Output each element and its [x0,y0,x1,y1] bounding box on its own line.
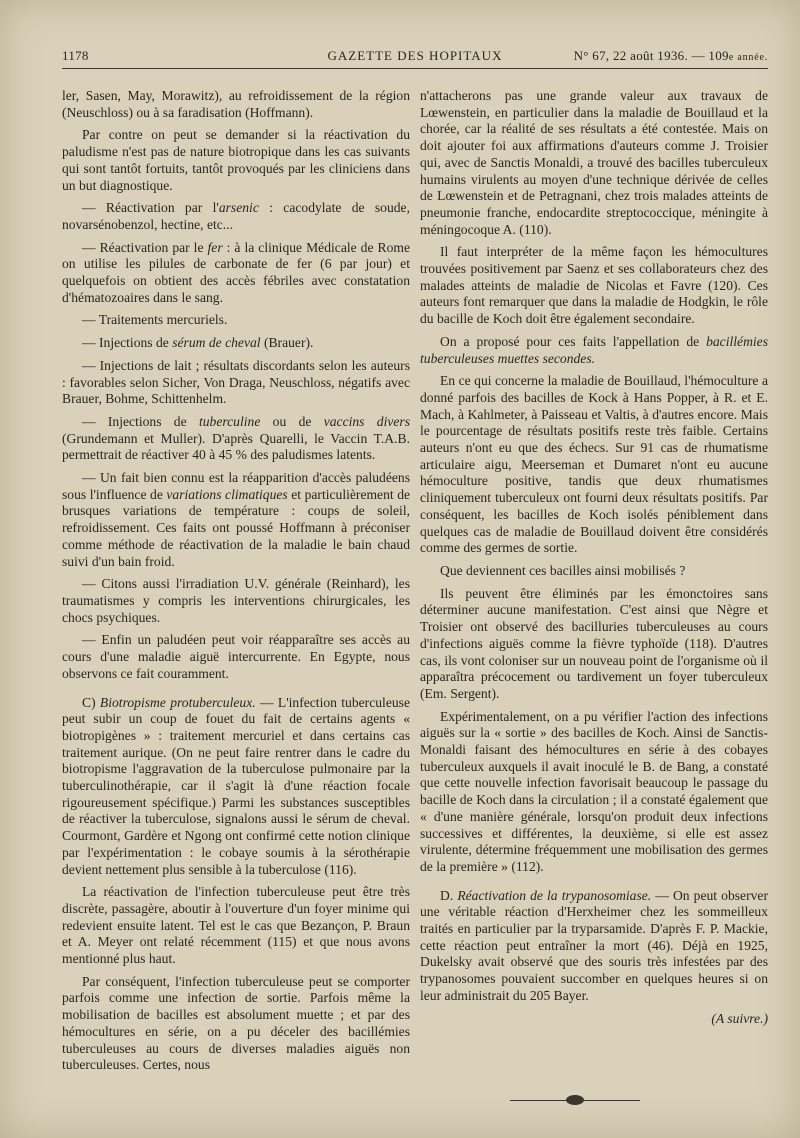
text: et particulièrement de brusques variations de température : coups de soleil, refroidissement. Ces faits ont poussé Hoffmann à préconiser comme méthode de réactivation de la maladie le bain chaud suivi d'un bain froid. [62,486,411,569]
paragraph: — Citons aussi l'irradiation U.V. générale (Reinhard), les traumatismes y compris les interventions chirurgicales, les chocs psychiques. [62,576,410,625]
section-d-paragraph [420,888,768,1005]
text: — Injections de [82,335,173,351]
emphasis: (A suivre.) [711,1010,768,1026]
issue-date: N° 67, 22 août 1936. — 109 [573,48,729,63]
text: — Un fait bien connu est la réapparition d'accès paludéens sous l'influence de [62,470,410,502]
text: : à la clinique Médicale de Rome on utilise les pilules de carbonate de fer (6 par jour) et quelquefois on obtient des accès fébriles avec constatation d'hématozoaires dans le sang. [62,239,410,305]
paragraph: Par conséquent, l'infection tuberculeuse peut se comporter parfois comme une infection de sortie. Parfois même la mobilisation de bacilles est absolument muette ; et par des hémocultures en série, on a pu déceler des bacillémies tuberculeuses au cours de diverses maladies aiguës non tuberculeuses. Certes, nous [62,973,410,1073]
emphasis: arsenic [218,200,259,216]
text: C) [82,694,100,710]
paragraph: Il faut interpréter de la même façon les hémocultures trouvées positivement par Saenz et ses collaborateurs chez des malades atteints de maladie de Nicolas et Favre (120). Ces auteurs font remarquer que dans la maladie de Hodgkin, le rôle du bacille de Koch doit être également secondaire. [420,244,768,327]
paragraph: — Injections de lait ; résultats discordants selon les auteurs : favorables selon Sicher, Von Draga, Neuschloss, négatifs avec Brauer, Bohme, Schittenhelm. [62,357,410,407]
paragraph [62,200,410,233]
text: — L'infection tuberculeuse peut subir un coup de fouet du fait de certains agents « biotropigènes » : traitement mercuriel et dans certains cas traitement aurique. (On ne peut faire rentrer dans le cadre du biotropisme l'aggravation de la tuberculose pulmonaire par la tuberculinothérapie, car il s'agit là d'une réaction focale rigoureusement spécifique.) Parmi les substances susceptibles de réactiver la tuberculose, signalons aussi le sérum de cheval. Courmont, Gardère et Ngong ont confirmé cette notion clinique par l'expérimentation : le cobaye soumis à la sérothérapie devient nettement plus sensible à la tuberculose (116). [62,694,410,877]
journal-title: GAZETTE DES HOPITAUX [327,48,503,63]
header-rule [62,68,768,69]
to-be-continued [420,1011,768,1028]
paragraph: — Traitements mercuriels. [82,312,228,328]
section-heading: Réactivation de la trypanosomiase. [457,887,652,903]
section-heading: Biotropisme protuberculeux. [99,694,256,710]
paragraph: — Enfin un paludéen peut voir réapparaître ses accès au cours d'une maladie aiguë intercurrente. En Egypte, nous observons ce fait couramment. [62,632,410,681]
emphasis: tuberculine [198,413,261,429]
paragraph: Expérimentalement, on a pu vérifier l'action des infections aiguës sur la « sortie » des bacilles de Koch. Ainsi de Sanctis-Monaldi faisant des hémocultures en série à des cobayes tuberculeux auxquels il avait inoculé le B. de Bang, a constaté que cette nouvelle infection favorisait beaucoup le passage du bacille de Koch dans la circulation ; il a constaté également que « d'une manière générale, lorsqu'on produit deux infections successives et différentes, la deuxième, si elle est assez virulente, détermine fréquemment une mobilisation des germes de la première » (112). [420,708,768,874]
text: — On peut observer une véritable réaction d'Herxheimer chez les sommeilleux traités en particulier par la tryparsamide. D'après F. P. Mackie, cette réaction peut entraîner la mort (46). Déjà en 1925, Dukelsky avait observé que des souris très infestées par des trypanosomes pouvaient succomber en quelques heures si on leur administrait du 205 Bayer. [420,887,768,1003]
issue-year-suffix: e année. [728,52,768,63]
text: ou de [260,413,324,429]
paragraph: Ils peuvent être éliminés par les émonctoires sans déterminer aucune manifestation. C'est ainsi que Nègre et Troisier ont observé des bacilluries tuberculeuses au cours d'infections aiguës comme la fièvre typhoïde (118). D'autres cas, ils vont coloniser sur un nouveau point de l'organisme où il apparaîtra précocement ou tardivement un foyer tuberculeux (Em. Sergent). [420,585,768,701]
text: D. [440,887,458,903]
paragraph [62,240,410,307]
paragraph: Que deviennent ces bacilles ainsi mobilisés ? [440,562,686,578]
text: (Grundemann et Muller). D'après Quarelli, le Vaccin T.A.B. permettrait de réactiver 40 à 45 % des paludismes latents. [62,430,410,463]
text: — Injections de [82,413,199,429]
page-number: 1178 [62,48,89,63]
emphasis: variations climatiques [166,486,288,502]
issue-info [574,48,768,64]
section-c-paragraph [62,695,410,879]
paragraph: En ce qui concerne la maladie de Bouillaud, l'hémoculture a donné parfois des bacilles de Kock à Hans Popper, à R. et E. Mach, à Kahlmeter, à Paisseau et Valtis, à d'autres encore. Mais le pourcentage de résultats positifs reste très faible. Certains auteurs n'ont eu que des échecs. Sur 91 cas de rhumatisme articulaire aigu, Meerseman et Dumaret n'ont eu aucune hémoculture positive, tandis que deux rhumatismes cliniquement tuberculeux ont fourni deux résultats positifs. Par conséquent, les bacilles de Koch isolés péniblement dans quelques cas de maladie de Bouillaud doivent être considérés comme des germes de sortie. [420,373,768,556]
paragraph [420,334,768,367]
emphasis: fer [207,239,223,255]
right-column [420,88,768,1033]
paragraph: Par contre on peut se demander si la réactivation du paludisme n'est pas de nature biotropique dans les cas suivants qui sont tantôt fortuits, tantôt provoqués par les cliniciens dans un but diagnostique. [62,127,410,193]
text: — Réactivation par le [82,239,208,255]
text: — Réactivation par l' [82,200,219,216]
paragraph: n'attacherons pas une grande valeur aux travaux de Lœwenstein, en particulier dans la maladie de Bouillaud et la chorée, car la réalité de ses résultats a été contestée. Mais on doit ajouter foi aux affirmations d'auteurs comme J. Troisier qui, avec de Sanctis Monaldi, a trouvé des bacilles tuberculeux humains virulents au moyen d'une technique dérivée de celles de Lœwenstein et de Petragnani, chez trois malades atteints de pneumonie franche, endocardite streptococcique, méningite à méningocoque A. (110). [420,88,768,237]
paragraph: ler, Sasen, May, Morawitz), au refroidissement de la région (Neuschloss) ou à sa faradisation (Hoffmann). [62,88,410,120]
emphasis: bacillémies tuberculeuses muettes secondes. [420,333,768,366]
paragraph [62,335,410,352]
text: On a proposé pour ces faits l'appellation de [440,333,707,349]
running-header [62,48,768,68]
emphasis: vaccins divers [323,413,410,429]
paragraph [62,414,410,464]
ornament-icon [566,1095,584,1105]
paragraph: La réactivation de l'infection tuberculeuse peut être très discrète, passagère, aboutir à l'ouverture d'un foyer minime qui redevient ensuite latent. Tel est le cas que Bezançon, P. Braun et A. Meyer ont relaté récemment (115) et que nous avons mentionné plus haut. [62,884,410,967]
left-column [62,88,410,1080]
emphasis: sérum de cheval [172,335,261,351]
paragraph [62,470,410,570]
text: : cacodylate de soude, novarsénobenzol, hectine, etc... [62,200,410,232]
text: (Brauer). [260,335,314,351]
